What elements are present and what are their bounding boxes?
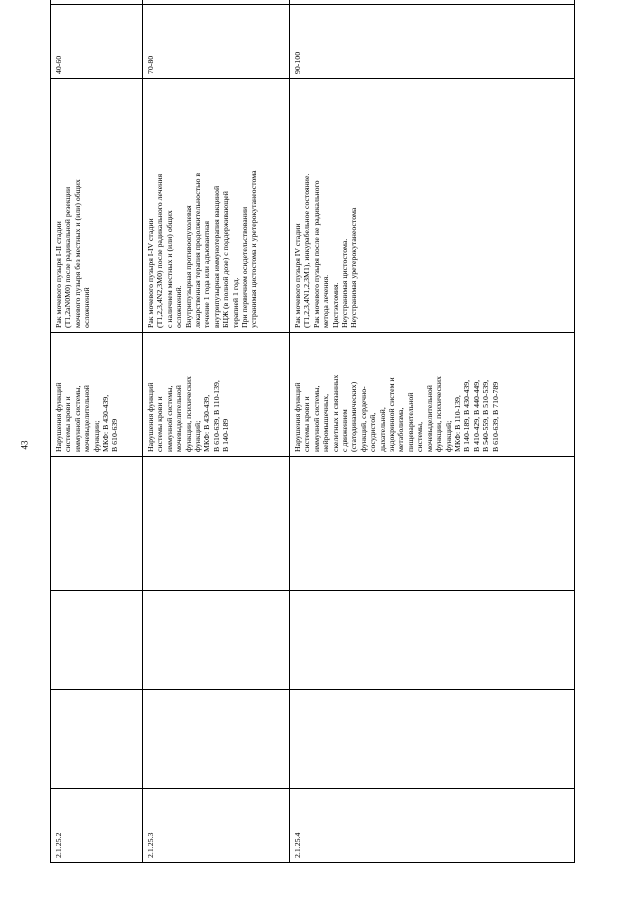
functions-cell-line: (статодинамических) [349, 381, 359, 452]
diagnosis-cell-line: (T1,2,3,4N1,2,3M1), инкурабельное состояние. [302, 173, 312, 328]
diagnosis-cell-line: (T1,2aN0M0) после радикальной резекции [63, 186, 73, 328]
ref-cell [290, 0, 575, 5]
functions-cell-line: нейромышечных, [321, 393, 331, 452]
diagnosis-cell-line: с наличием местных и (или) общих [164, 210, 174, 328]
row-code: 2.1.25.2 [51, 789, 143, 863]
diagnosis-cell-line: Цистэктомия. [330, 282, 340, 328]
empty-cell [51, 690, 143, 789]
diagnosis-cell-line: осложнений [82, 287, 92, 328]
functions-cell-line: сосудистой, [368, 412, 378, 452]
functions-cell-line: иммунной системы, [311, 385, 321, 452]
ref-cell [51, 0, 143, 5]
functions-cell-line: системы крови и [302, 396, 312, 452]
functions-cell-line: функции, психических [183, 376, 193, 452]
diagnosis-cell-line: Рак мочевого пузыря I-IV стадии [146, 218, 155, 328]
diagnosis-cell-line: осложнений. [174, 285, 184, 328]
diagnosis-cell-line: внутрипузырная иммунотерапия вакциной [211, 185, 221, 328]
diagnosis-cell [290, 79, 575, 333]
diagnosis-cell-line: Рак мочевого пузыря после не радикального [311, 180, 321, 328]
rotated-content [50, 18, 553, 863]
diagnosis-cell-line: мочевого пузыря без местных и (или) общих [72, 179, 82, 328]
diagnosis-cell-line: БЦЖ (в полной дозе) с поддерживающей [221, 191, 231, 328]
empty-cell [51, 457, 143, 591]
functions-cell-line: скелетных и связанных [330, 374, 340, 452]
diagnosis-cell-line: метода лечения. [321, 274, 331, 328]
functions-cell-line: функций; [193, 420, 203, 452]
functions-cell-line: МКФ: В 110-139, [452, 395, 462, 452]
diagnosis-cell-line: Неустранимая цистостома. [340, 238, 350, 328]
functions-cell-line: В 610-639, В 710-789 [490, 381, 500, 452]
functions-cell [143, 333, 290, 457]
functions-cell-line: мочевыделительной [174, 385, 184, 452]
rotated-page [50, 18, 553, 863]
diagnosis-cell-line: терапией 1 год. [230, 277, 240, 328]
diagnosis-cell-line: течение 1 года или адъювантная [202, 220, 212, 328]
diagnosis-cell-line: Рак мочевого пузыря I-II стадии [54, 221, 63, 328]
percent-cell: 90-100 [290, 5, 575, 79]
functions-cell [290, 333, 575, 457]
empty-cell [290, 591, 575, 690]
functions-cell-line: мочевыделительной [82, 385, 92, 452]
table-row [290, 0, 575, 863]
functions-cell-line: пищеварительной [405, 392, 415, 452]
functions-cell-line: функций; [443, 420, 453, 452]
functions-cell-line: иммунной системы, [164, 385, 174, 452]
empty-cell [143, 591, 290, 690]
diagnosis-cell-line: Неустранимая уретерокутанеостома [349, 207, 359, 328]
functions-cell-line: В 140-189, В 430-439, [462, 379, 472, 452]
functions-cell-line: Нарушения функций [54, 382, 63, 452]
diagnosis-cell-line: лекарственная терапия продолжительностью в [193, 172, 203, 328]
diagnosis-cell [143, 79, 290, 333]
functions-cell-line: иммунной системы, [72, 385, 82, 452]
diagnosis-cell [51, 79, 143, 333]
page-number: 43 [19, 440, 30, 450]
functions-cell-line: В 540-559, В 510-539, [481, 379, 491, 452]
empty-cell [143, 457, 290, 591]
ref-cell [143, 0, 290, 5]
functions-cell-line: метаболизма, [396, 407, 406, 452]
functions-cell-line: мочевыделительной [424, 385, 434, 452]
empty-cell [143, 690, 290, 789]
diagnosis-cell-line: При первичном осидетельствовании [240, 206, 250, 328]
functions-cell-line: системы крови и [155, 396, 165, 452]
functions-cell-line: МКФ: В 430-439, [202, 394, 212, 452]
percent-cell: 70-80 [143, 5, 290, 79]
functions-cell-line: дыхательной, [377, 407, 387, 452]
functions-cell-line: эндокринной систем и [387, 377, 397, 452]
diagnosis-cell-line: (T1,2,3,4N2,3M0) после радикального лечения [155, 173, 165, 328]
diagnosis-cell-line: Рак мочевого пузыря IV стадии [293, 223, 302, 328]
diagnosis-cell-line: Внутрипузырная противоопухолевая [183, 205, 193, 328]
functions-cell [51, 333, 143, 457]
empty-cell [290, 457, 575, 591]
functions-cell-line: функции, психических [434, 376, 444, 452]
functions-cell-line: функций, сердечно- [358, 386, 368, 452]
functions-cell-line: В 610-639, В 110-139, [211, 380, 221, 452]
table-row [51, 0, 143, 863]
table-row [143, 0, 290, 863]
functions-cell-line: системы, [415, 421, 425, 452]
functions-cell-line: Нарушения функций [293, 382, 302, 452]
functions-cell-line: Нарушения функций [146, 382, 155, 452]
row-code: 2.1.25.3 [143, 789, 290, 863]
empty-cell [51, 591, 143, 690]
functions-cell-line: системы крови и [63, 396, 73, 452]
classification-table [50, 0, 575, 863]
functions-cell-line: МКФ: В 430-439, [101, 394, 111, 452]
functions-cell-line: В 410-429, В 440-449, [471, 379, 481, 452]
row-code: 2.1.25.4 [290, 789, 575, 863]
diagnosis-cell-line: устранимая цистостома и уретерокутанеостома [249, 170, 259, 328]
percent-cell: 40-60 [51, 5, 143, 79]
functions-cell-line: функции; [91, 420, 101, 452]
functions-cell-line: В 140-189 [221, 418, 231, 452]
functions-cell-line: В 610-639 [110, 418, 120, 452]
functions-cell-line: с движением [340, 409, 350, 452]
empty-cell [290, 690, 575, 789]
